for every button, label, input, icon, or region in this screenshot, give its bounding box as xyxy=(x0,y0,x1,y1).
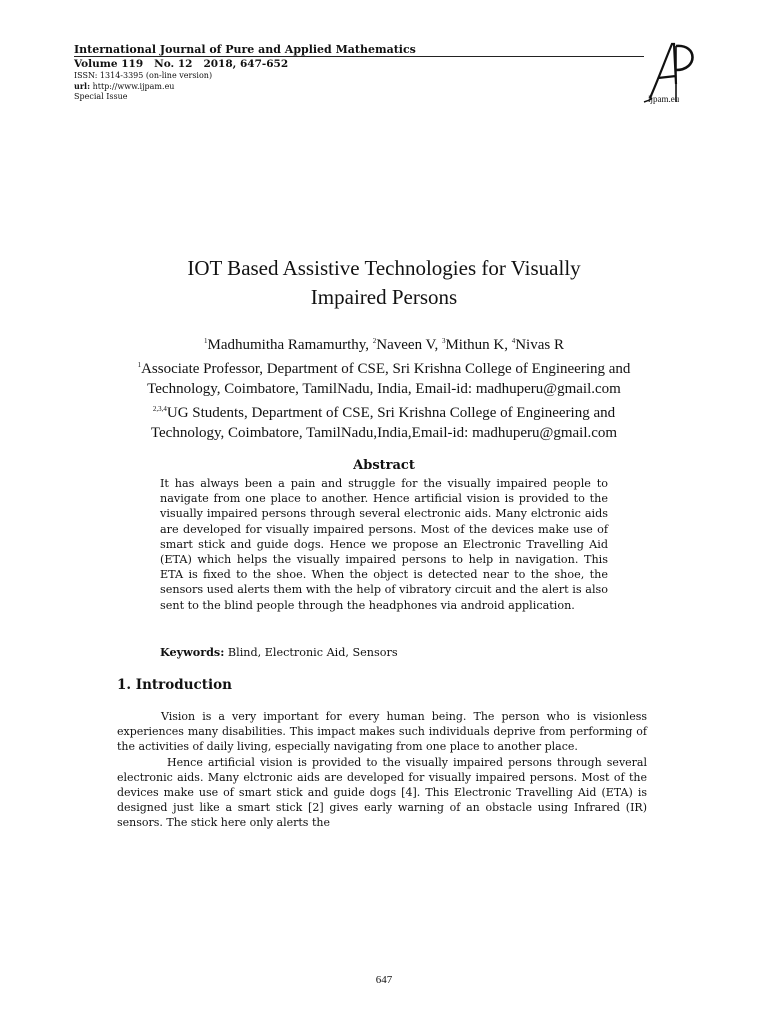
journal-name: International Journal of Pure and Applied Mathematics xyxy=(74,43,416,56)
author-sup: 2 xyxy=(372,337,377,345)
keywords-label: Keywords: xyxy=(160,645,225,659)
author-sup: 1 xyxy=(204,337,208,345)
issn-line: ISSN: 1314-3395 (on-line version) xyxy=(74,71,213,80)
paragraph: Hence artificial vision is provided to the visually impaired persons through several electronic aids. Many elctronic aids are developed for visually impaired persons. Most of the devices make use of smart stick and guide dogs [4]. This Electronic Travelling Aid (ETA) is designed just like a smart stick [2] gives early warning of an obstacle using Infrared (IR) sensors. The stick here only alerts the xyxy=(117,755,647,830)
affiliation-text: UG Students, Department of CSE, Sri Krishna College of Engineering and xyxy=(166,405,616,421)
abstract-text: It has always been a pain and struggle for the visually impaired people to navigate from one place to another. Hence artificial vision is provided to the visually impaired persons through several electronic aids. Many elctronic aids are developed for visually impaired persons. Most of the devices make use of smart stick and guide dogs. Hence we propose an Electronic Travelling Aid (ETA) which helps the visually impaired persons to help in navigation. This ETA is fixed to the shoe. When the object is detected near to the shoe, the sensors used alerts them with the help of vibratory circuit and the alert is also sent to the blind people through the headphones via android application. xyxy=(160,477,608,612)
url-label: url: xyxy=(74,81,91,91)
author-sup: 3 xyxy=(441,337,446,345)
volume-line: Volume 119 No. 12 2018, 647-652 xyxy=(74,58,289,70)
affiliation-1-line-2: Technology, Coimbatore, TamilNadu, India, Email-id: madhuperu@gmail.com xyxy=(147,381,621,397)
author-1: Madhumitha Ramamurthy, xyxy=(207,337,373,353)
url-link[interactable]: http://www.ijpam.eu xyxy=(92,82,175,91)
section-heading-introduction: 1. Introduction xyxy=(117,677,232,693)
introduction-body xyxy=(117,709,647,831)
title-line-1: IOT Based Assistive Technologies for Visually xyxy=(187,256,581,280)
author-names xyxy=(110,331,658,355)
paper-title xyxy=(120,254,648,312)
keywords-text: Blind, Electronic Aid, Sensors xyxy=(224,646,398,659)
author-sup: 4 xyxy=(511,337,516,345)
author-block xyxy=(110,331,658,443)
url-line xyxy=(74,81,694,92)
header-rule xyxy=(74,56,644,57)
keywords xyxy=(160,645,608,660)
paragraph: Vision is a very important for every human being. The person who is visionless experiences many disabilities. This impact makes such individuals deprive from performing of the activities of daily living, especially navigating from one place to another place. xyxy=(117,710,647,754)
affiliation-sup: 1 xyxy=(137,361,142,369)
page-number: 647 xyxy=(375,974,393,986)
affiliation-2-line-1 xyxy=(110,399,658,423)
affiliation-text: Associate Professor, Department of CSE, Sri Krishna College of Engineering and xyxy=(141,361,631,377)
author-3: Mithun K, xyxy=(445,337,512,353)
title-line-2: Impaired Persons xyxy=(310,285,458,309)
affiliation-1-line-1 xyxy=(110,355,658,379)
affiliation-2-line-2: Technology, Coimbatore, TamilNadu,India,Email-id: madhuperu@gmail.com xyxy=(150,425,618,441)
author-2: Naveen V, xyxy=(376,337,442,353)
journal-header xyxy=(74,43,694,102)
special-issue: Special Issue xyxy=(74,92,128,101)
author-4: Nivas R xyxy=(515,337,564,353)
abstract-heading: Abstract xyxy=(353,458,415,473)
logo-site-text: ijpam.eu xyxy=(648,94,680,104)
affiliation-sup: 2,3,4 xyxy=(152,405,167,413)
